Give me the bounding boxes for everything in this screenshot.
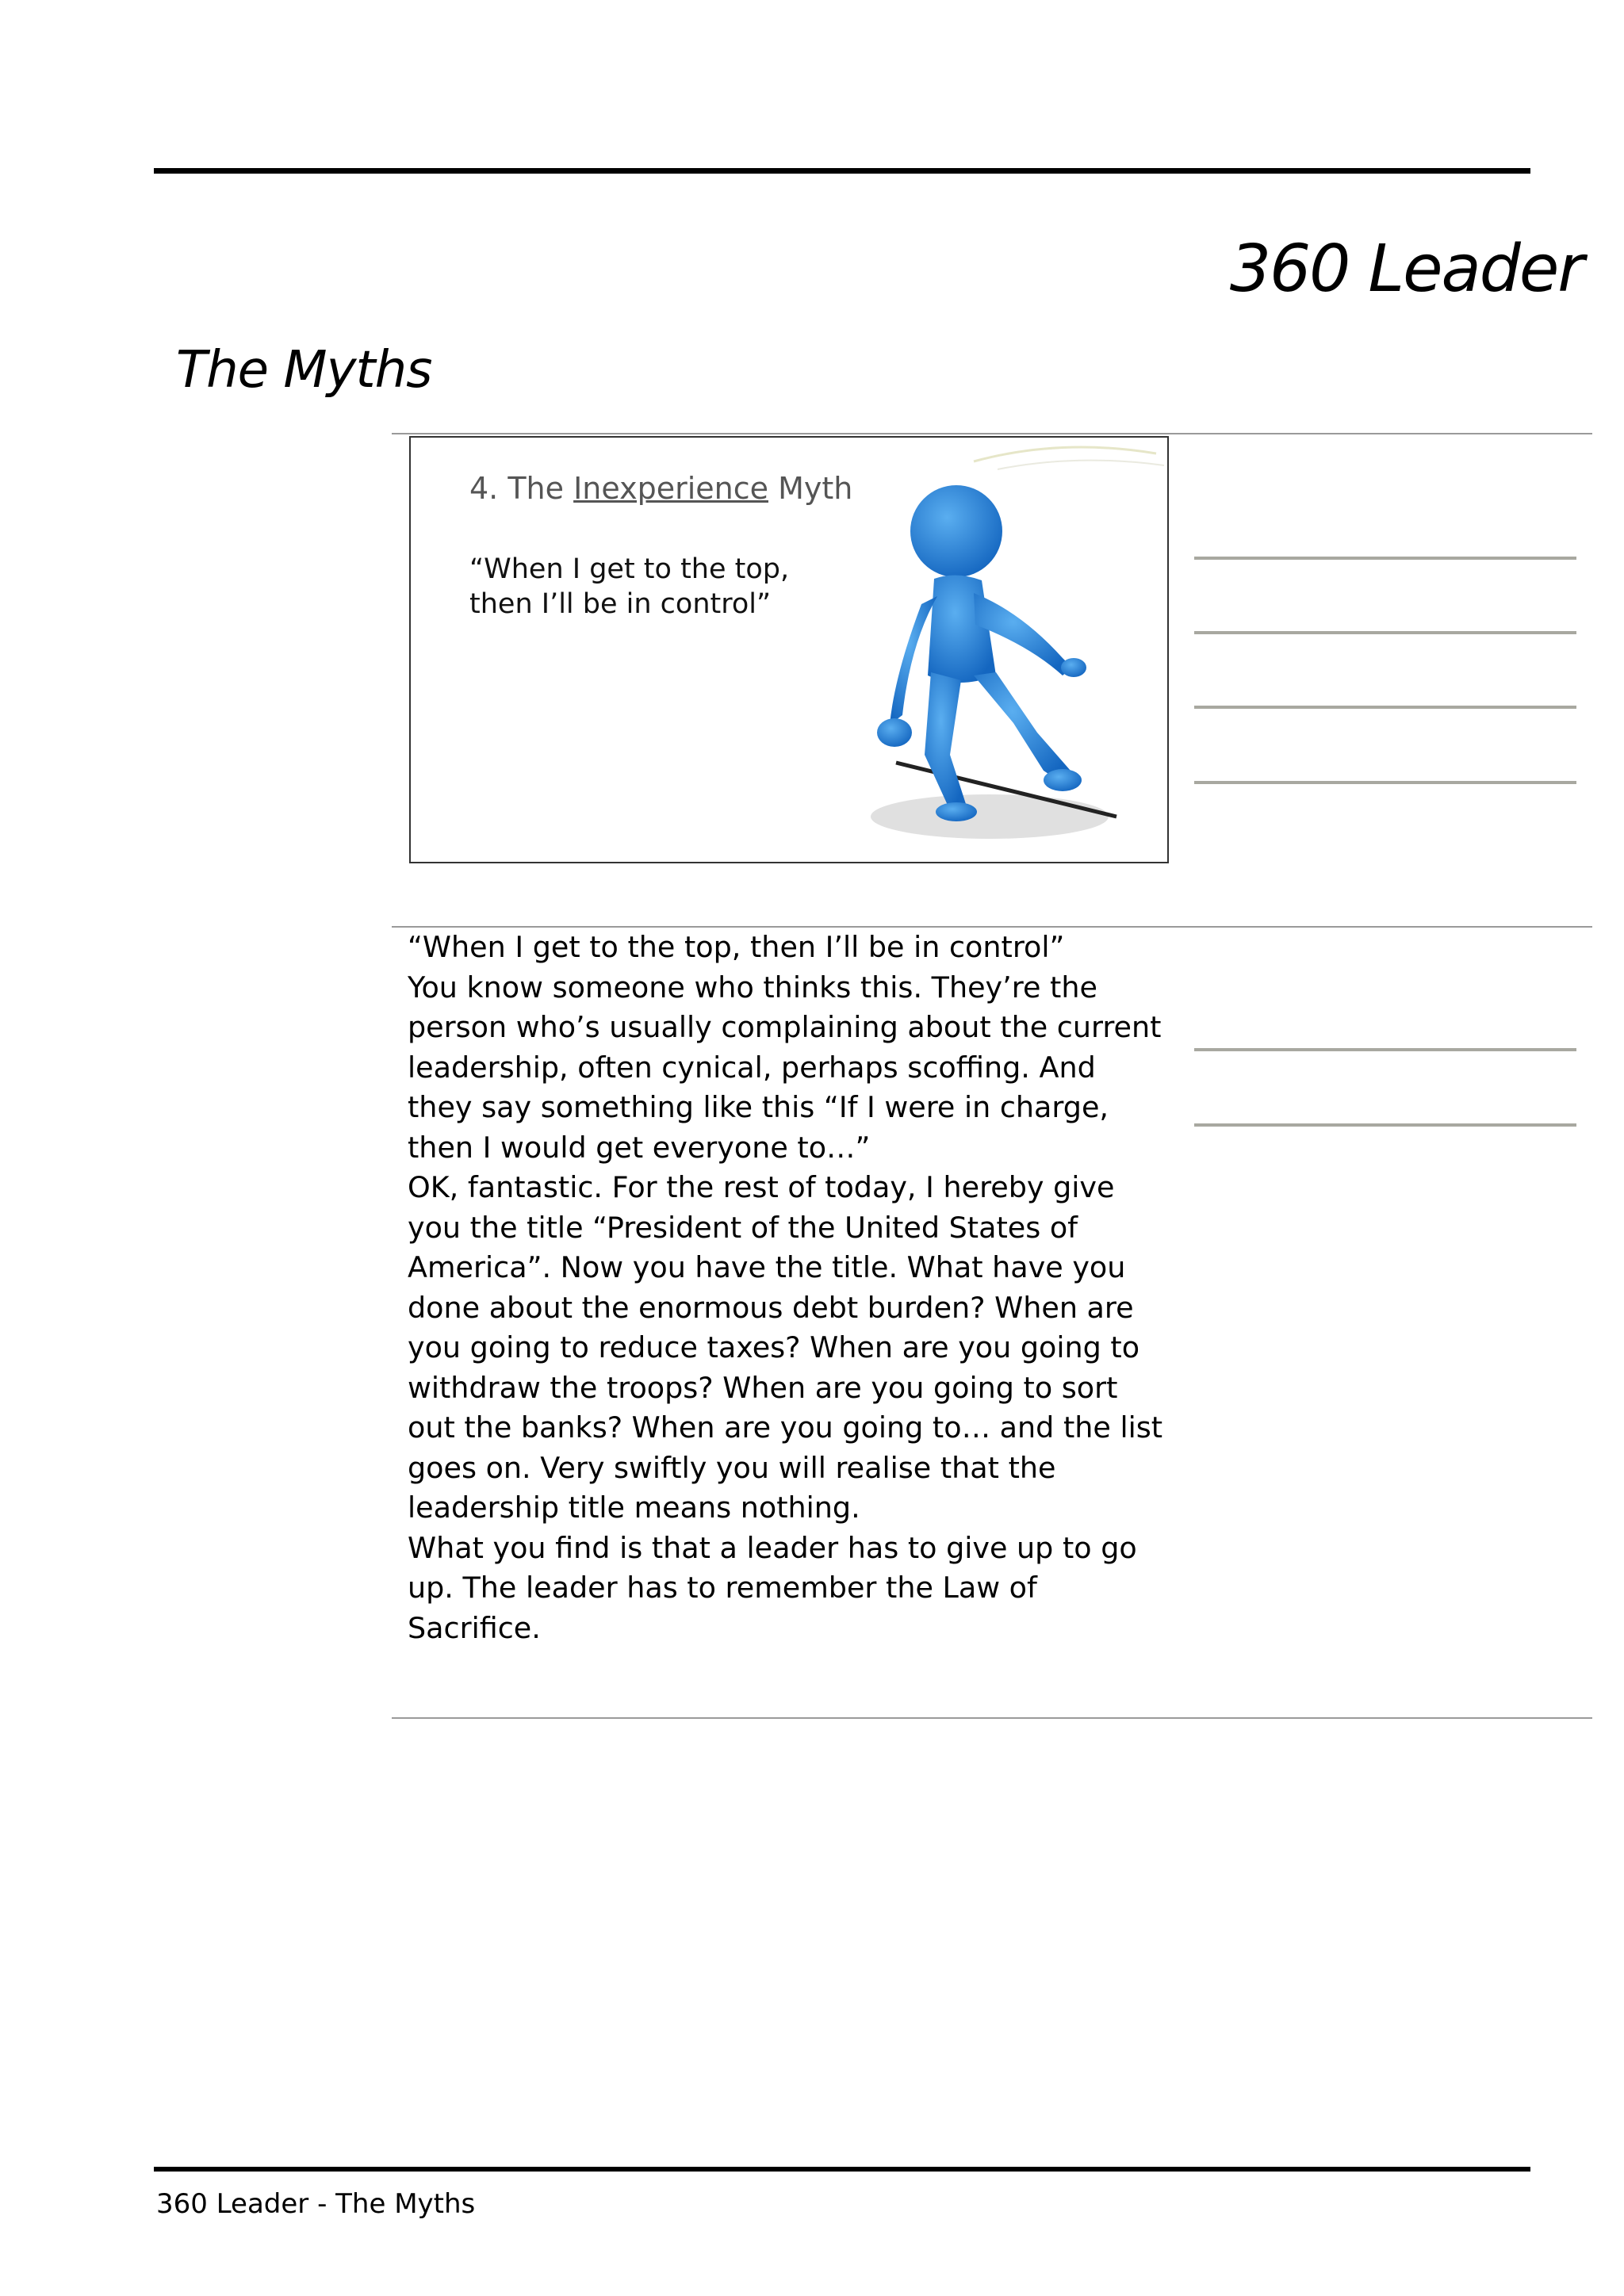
- slide-heading: [469, 471, 852, 506]
- notes-line: [1194, 1048, 1576, 1051]
- notes-line: [1194, 781, 1576, 784]
- notes-line: [1194, 557, 1576, 560]
- slide-heading-keyword: Inexperience: [573, 471, 768, 506]
- notes-line: [1194, 1123, 1576, 1127]
- slide-quote-line-2: then I’ll be in control”: [469, 588, 772, 620]
- slide-quote: [469, 552, 802, 622]
- handout-bottom-divider: [392, 1717, 1592, 1719]
- speaker-notes: [408, 928, 1169, 1648]
- notes-paragraph: What you find is that a leader has to give up to go up. The leader has to remember the Law of Sacrifice.: [408, 1530, 1137, 1645]
- slide-heading-suffix: Myth: [768, 471, 853, 506]
- bottom-rule: [154, 2167, 1530, 2172]
- section-title: The Myths: [176, 341, 432, 400]
- slide-heading-prefix: 4. The: [469, 471, 574, 506]
- document-title: 360 Leader: [1229, 232, 1583, 307]
- notes-paragraph: You know someone who thinks this. They’re the person who’s usually complaining about the current leadership, often cynical, perhaps scoffing. And they say something like this “If I were in charge, then I would get everyone to…”: [408, 970, 1162, 1165]
- notes-paragraph: “When I get to the top, then I’ll be in control”: [408, 930, 1065, 964]
- slide-quote-line-1: “When I get to the top,: [469, 553, 790, 585]
- slide-thumbnail: [409, 436, 1169, 863]
- top-rule: [154, 168, 1530, 174]
- stick-figure-icon: [855, 438, 1169, 863]
- page-footer: 360 Leader - The Myths: [156, 2188, 476, 2220]
- notes-line: [1194, 706, 1576, 709]
- notes-line: [1194, 631, 1576, 634]
- handout-top-divider: [392, 433, 1592, 434]
- notes-paragraph: OK, fantastic. For the rest of today, I hereby give you the title “President of the United States of America”. Now you have the title. What have you done about the enormous debt burden? When are you going to reduce taxes? When are you going to withdraw the troops? When are you going to sort out the banks? When are you going to… and the list goes on. Very swiftly you will realise that the leadership title means nothing.: [408, 1170, 1163, 1525]
